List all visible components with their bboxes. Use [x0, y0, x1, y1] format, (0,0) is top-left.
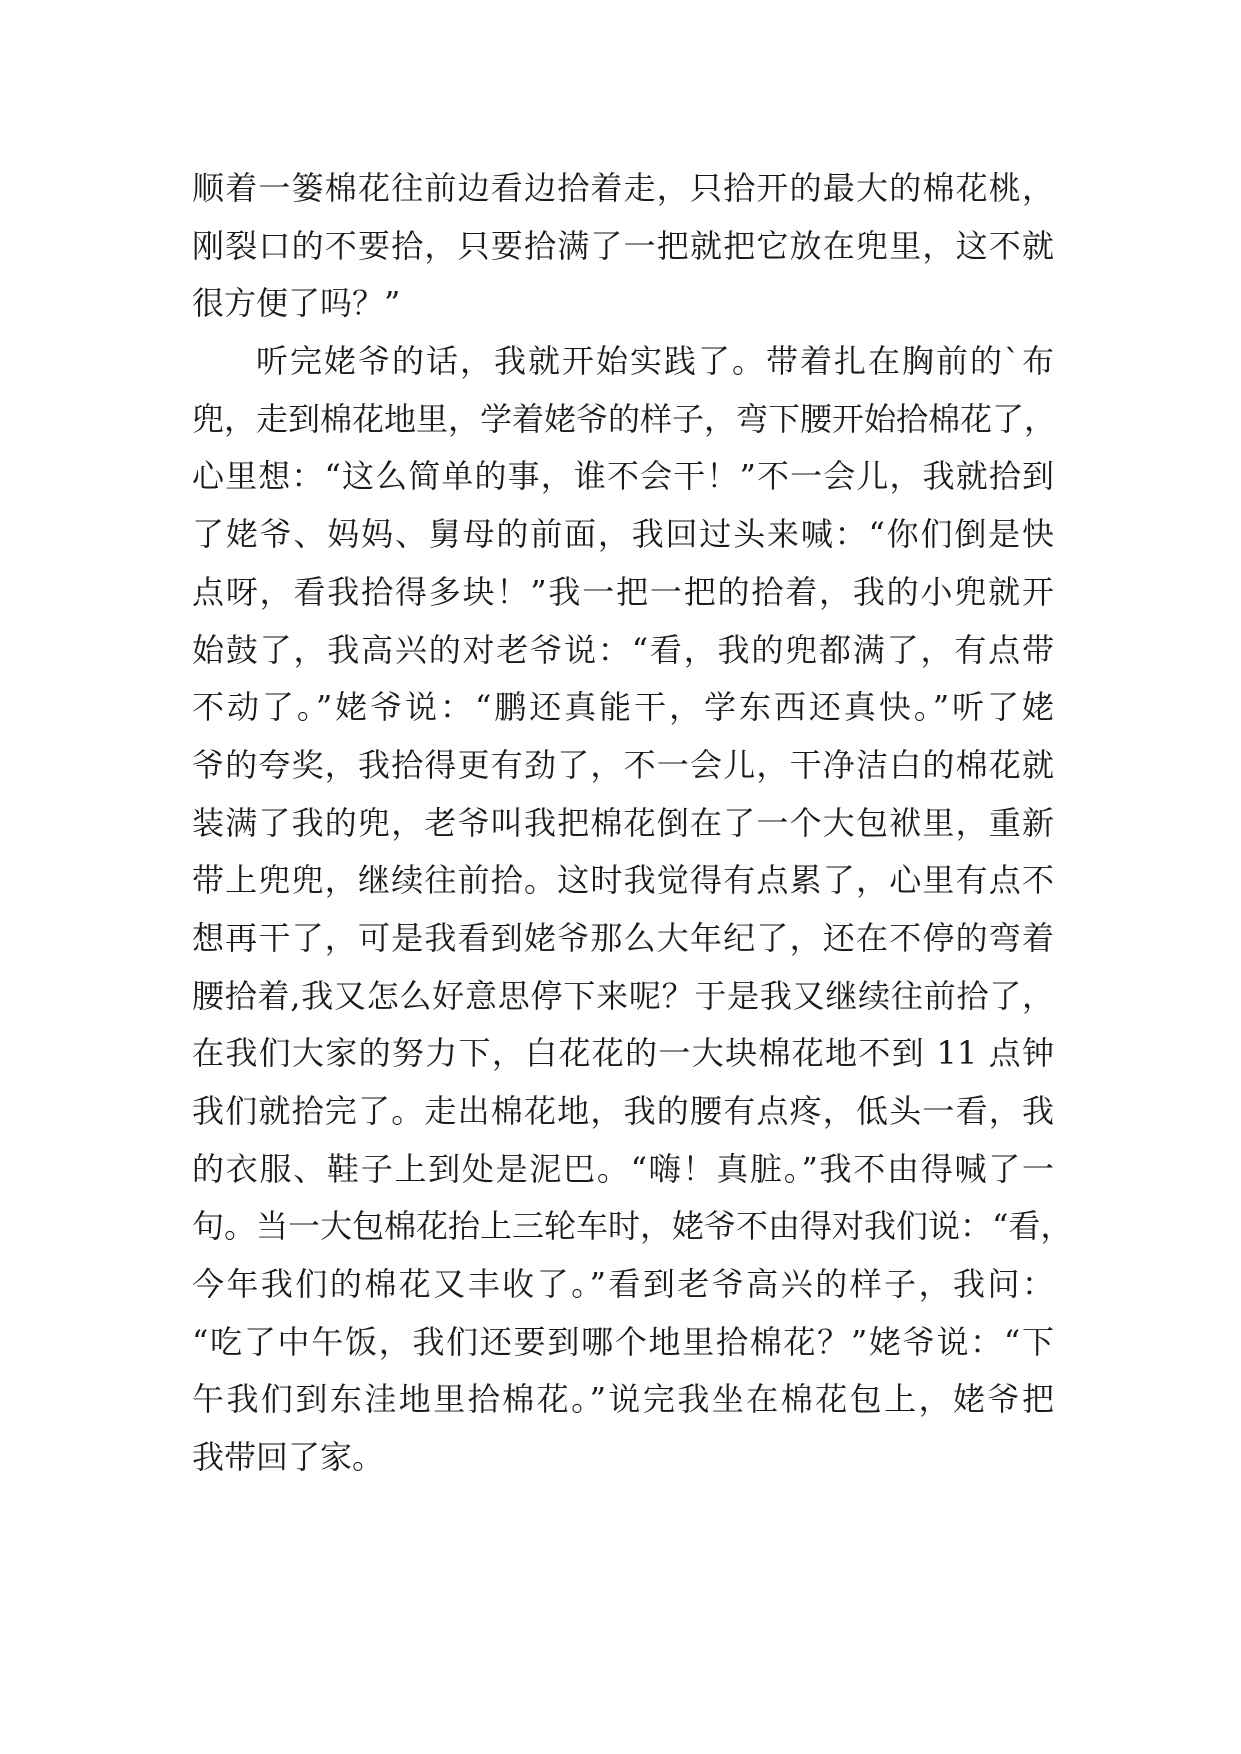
text-line: 午我们到东洼地里拾棉花。”说完我坐在棉花包上，姥爷把 — [192, 1380, 1054, 1419]
text-line: “吃了中午饭，我们还要到哪个地里拾棉花？”姥爷说：“下 — [192, 1322, 1054, 1361]
text-line: 很方便了吗？” — [192, 284, 401, 323]
text-line: 兜，走到棉花地里，学着姥爷的样子，弯下腰开始拾棉花了， — [192, 399, 1057, 438]
text-line: 顺着一篓棉花往前边看边拾着走，只拾开的最大的棉花桃， — [192, 169, 1054, 207]
text-line: 了姥爷、妈妈、舅母的前面，我回过头来喊：“你们倒是快 — [192, 515, 1054, 554]
text-line: 始鼓了，我高兴的对老爷说：“看，我的兜都满了，有点带 — [192, 630, 1054, 669]
text-line: 在我们大家的努力下，白花花的一大块棉花地不到 11 点钟 — [192, 1034, 1054, 1073]
text-line: 我带回了家。 — [192, 1438, 385, 1477]
text-line: 不动了。”姥爷说：“鹏还真能干，学东西还真快。”听了姥 — [192, 688, 1054, 727]
body-text — [192, 160, 1073, 1487]
text-line: 爷的夸奖，我拾得更有劲了，不一会儿，干净洁白的棉花就 — [192, 745, 1054, 784]
text-line: 我们就拾完了。走出棉花地，我的腰有点疼，低头一看，我 — [192, 1092, 1054, 1130]
text-line: 刚裂口的不要拾，只要拾满了一把就把它放在兜里，这不就 — [192, 226, 1054, 265]
text-line: 今年我们的棉花又丰收了。”看到老爷高兴的样子，我问： — [192, 1265, 1054, 1304]
text-line: 句。当一大包棉花抬上三轮车时，姥爷不由得对我们说：“看， — [192, 1207, 1073, 1246]
text-line: 腰拾着,我又怎么好意思停下来呢？于是我又继续往前拾了， — [192, 976, 1054, 1015]
paragraph-first-line: 听完姥爷的话，我就开始实践了。带着扎在胸前的`布 — [256, 342, 1054, 381]
text-line: 的衣服、鞋子上到处是泥巴。“嗨！真脏。”我不由得喊了一 — [192, 1149, 1054, 1188]
text-line: 心里想：“这么简单的事，谁不会干！”不一会儿，我就拾到 — [192, 457, 1054, 496]
text-line: 带上兜兜，继续往前拾。这时我觉得有点累了，心里有点不 — [192, 861, 1054, 900]
text-line: 想再干了，可是我看到姥爷那么大年纪了，还在不停的弯着 — [192, 918, 1054, 957]
text-line: 装满了我的兜，老爷叫我把棉花倒在了一个大包袱里，重新 — [192, 803, 1054, 842]
text-line: 点呀，看我拾得多块！”我一把一把的拾着，我的小兜就开 — [192, 572, 1054, 611]
